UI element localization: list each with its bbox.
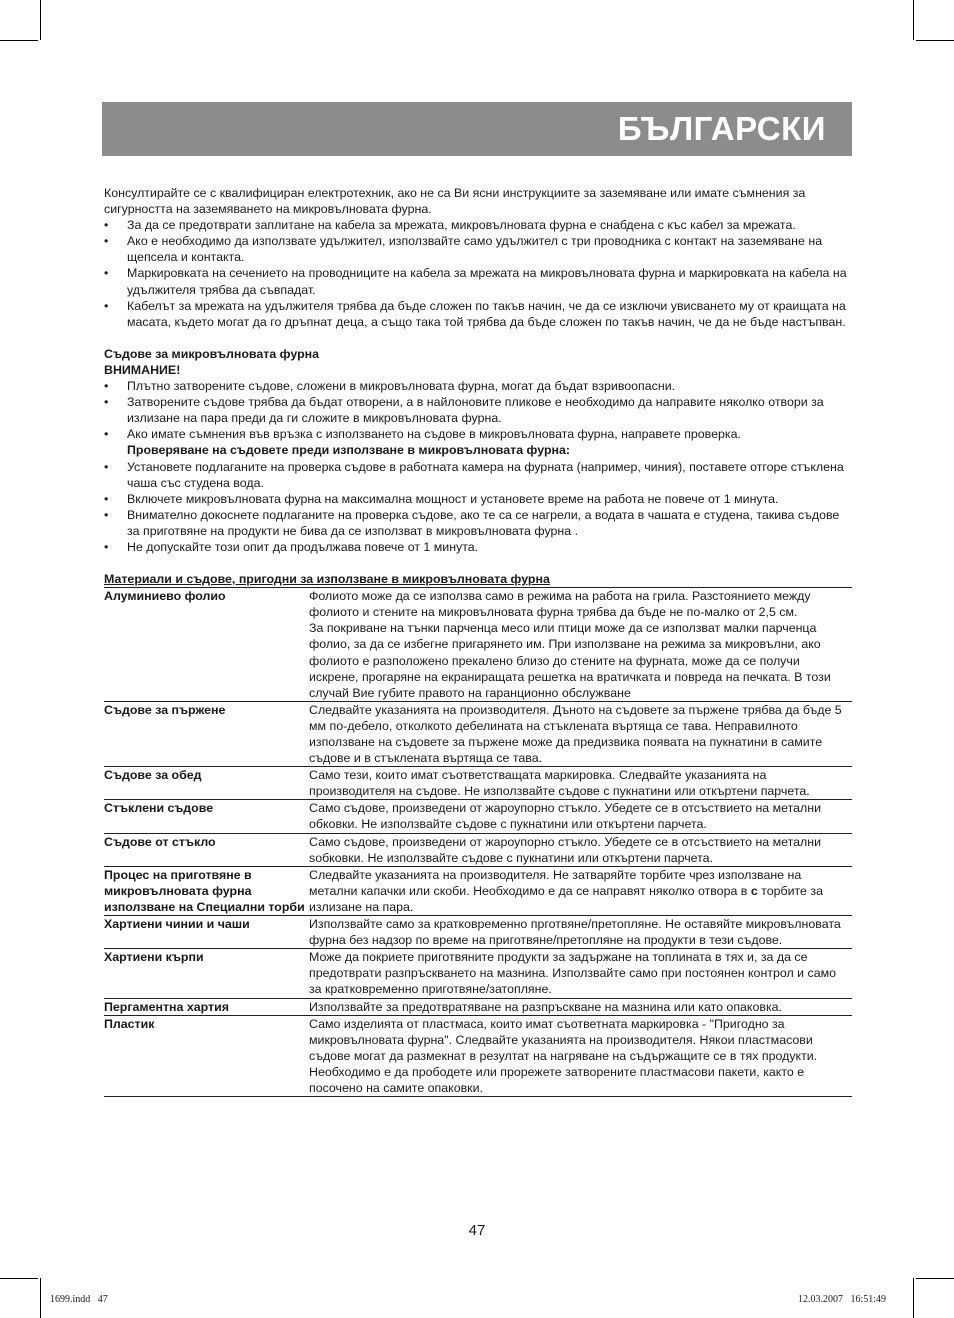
material-name: Съдове за пържене [104,701,309,766]
table-row [104,916,852,949]
crop-mark [0,1278,38,1279]
material-description: Само съдове, произведени от жароупорно стъкло. Убедете се в отсъствието на метални sобковки. Не използвайте съдове с пукнатини или откъртени парчета. [309,833,852,866]
material-description: Използвайте за предотвратяване на разпръскване на мазнина или като опаковка. [309,998,852,1015]
intro-bullet-list [104,217,852,330]
page-number: 47 [468,1222,486,1239]
crop-mark [916,1278,954,1279]
table-row [104,701,852,766]
list-item: • За да се предотврати заплитане на кабела за мрежата, микровълновата фурна е снабдена с къс кабел за мрежата. [104,218,796,233]
bullet-icon: • [104,234,109,249]
material-description: Фолиото може да се използва само в режима на работа на грила. Разстоянието между фолиото и стените на микровълновата фурна трябва да бъде не по-малко от 2,5 см. За покриване на тънки парченца месо или птици може да се използват малки парченца фолио, за да се избегне пригарянето им. При използване на режима за микровълни, ако фолиото е разположено прекалено близо до стените на фурната, може да се получи искрене, прогаряне на екраниращата решетка на вратичката и повреда на печката. В този случай Вие губите правото на гаранционно обслужване [309,588,852,702]
list-item: • Ако е необходимо да използвате удължител, използвайте само удължител с три проводника с контакт на заземяване на щепсела и контакта. [104,234,823,265]
material-name: Хартиени чинии и чаши [104,916,309,949]
bullet-icon: • [104,395,109,410]
material-name: Стъклени съдове [104,800,309,833]
list-item: • Маркировката на сечението на проводниците на кабела за мрежата на микровълновата фурна и маркировката на кабела на удължителя трябва да съвпадат. [104,266,847,297]
material-description: Само тези, които имат съответстващата маркировка. Следвайте указанията на производителя на съдове. Не използвайте съдове с пукнатини или откъртени парчета. [309,767,852,800]
crop-mark [916,40,954,41]
list-item: • Затворените съдове трябва да бъдат отворени, а в найлоновите пликове е необходимо да направите няколко отвори за излизане на пара преди да ги сложите в микровълновата фурна. [104,395,824,426]
bullet-icon: • [104,298,109,313]
list-item: • Ако имате съмнения във връзка с използването на съдове в микровълновата фурна, направете проверка. Проверяване на съдовете преди използване в микровълновата фурна: [104,427,741,458]
table-row [104,949,852,998]
table-row [104,998,852,1015]
material-description: Само изделията от пластмаса, които имат съответната маркировка - "Пригодно за микровълновата фурна". Следвайте указанията на производителя. Някои пластмасови съдове могат да размекнат в резултат на нагряване на съдържащите се в тях продукти. Необходимо е да прободете или прорежете затворените пластмасови пакети, както е посочено на самите опаковки. [309,1015,852,1096]
table-row [104,588,852,702]
table-row [104,833,852,866]
material-name: Пергаментна хартия [104,998,309,1015]
crop-mark [913,0,914,40]
material-description: Следвайте указанията на производителя. Не затваряйте торбите чрез използване на метални капачки или скоби. Необходимо е да се направят няколко отвора в с торбите за излизане на пара. [309,866,852,915]
table-row [104,767,852,800]
date-slug: 12.03.2007 16:51:49 [797,1294,886,1305]
crop-mark [40,1278,41,1318]
material-name: Процес на приготвяне в микровълновата фурна използване на Специални торби [104,866,309,915]
crop-mark [913,1278,914,1318]
material-description: Използвайте само за кратковременно прготвяне/претопляне. Не оставяйте микровълновата фурна без надзор по време на приготвяне/претопляне на продукти в тези съдове. [309,916,852,949]
file-slug: 1699.indd 47 [50,1294,108,1305]
table-row [104,866,852,915]
materials-table [104,587,852,1097]
bullet-icon: • [104,491,109,506]
list-item: • Кабелът за мрежата на удължителя трябва да бъде сложен по такъв начин, че да се изключи увисването му от краищата на масата, където могат да го дръпнат деца, а също така той трябва да бъде сложен по такъв начин, че да не бъде настъпван. [104,298,846,329]
page-title: БЪЛГАРСКИ [617,110,826,147]
crop-mark [0,40,38,41]
section-heading: Съдове за микровълновата фурна [104,346,320,361]
list-item: • Плътно затворените съдове, сложени в микровълновата фурна, могат да бъдат взривоопасни. [104,379,676,394]
bullet-icon: • [104,379,109,394]
list-item: • Установете подлаганите на проверка съдове в работната камера на фурната (например, чиния), поставете отгоре стъклена чаша със студена вода. [104,459,844,490]
table-row [104,1015,852,1096]
check-subtitle: Проверяване на съдовете преди използване в микровълновата фурна: [127,443,571,458]
warning-label: ВНИМАНИЕ! [104,362,181,377]
list-item: • Включете микровълновата фурна на максимална мощност и установете време на работа не повече от 1 минута. [104,491,779,506]
material-description: Следвайте указанията на производителя. Дъното на съдовете за пържене трябва да бъде 5 мм по-дебело, отколкото дебелината на стъклената въртяща се тава. Неправилното използване на съдовете за пържене може да предизвика появата на пукнатини в самите съдове и в стъклената въртяща се тава. [309,701,852,766]
material-name: Съдове от стъкло [104,833,309,866]
crop-mark [40,0,41,40]
list-item: • Не допускайте този опит да продължава повече от 1 минута. [104,539,479,554]
table-row [104,800,852,833]
bullet-icon: • [104,459,109,474]
bullet-icon: • [104,507,109,522]
material-name: Съдове за обед [104,767,309,800]
bullet-icon: • [104,218,109,233]
material-description: Може да покриете приготвяните продукти за задържане на топлината в тях и, за да се предотврати разпръскването на мазнина. Използвайте само при постоянен контрол и само за кратковременно приготвяне/затопляне. [309,949,852,998]
language-banner [102,102,852,156]
material-name: Алуминиево фолио [104,588,309,702]
document-body [104,185,852,1097]
intro-paragraph: Консултирайте се с квалифициран електротехник, ако не са Ви ясни инструкциите за заземяване или имате съмнения за сигурността на заземяването на микровълновата фурна. [104,186,806,217]
bullet-icon: • [104,266,109,281]
materials-heading: Материали и съдове, пригодни за използване в микровълновата фурна [104,572,550,587]
material-name: Хартиени кърпи [104,949,309,998]
bullet-icon: • [104,539,109,554]
bullet-icon: • [104,427,109,442]
cookware-bullet-list [104,378,852,555]
material-name: Пластик [104,1015,309,1096]
material-description: Само съдове, произведени от жароупорно стъкло. Убедете се в отсъствието на метални обковки. Не използвайте съдове с пукнатини или откъртени парчета. [309,800,852,833]
list-item: • Внимателно докоснете подлаганите на проверка съдове, ако те са се нагрели, а водата в чашата е студена, такива съдове за приготвяне на продукти не бива да се използват в микровълновата фурна . [104,507,840,538]
